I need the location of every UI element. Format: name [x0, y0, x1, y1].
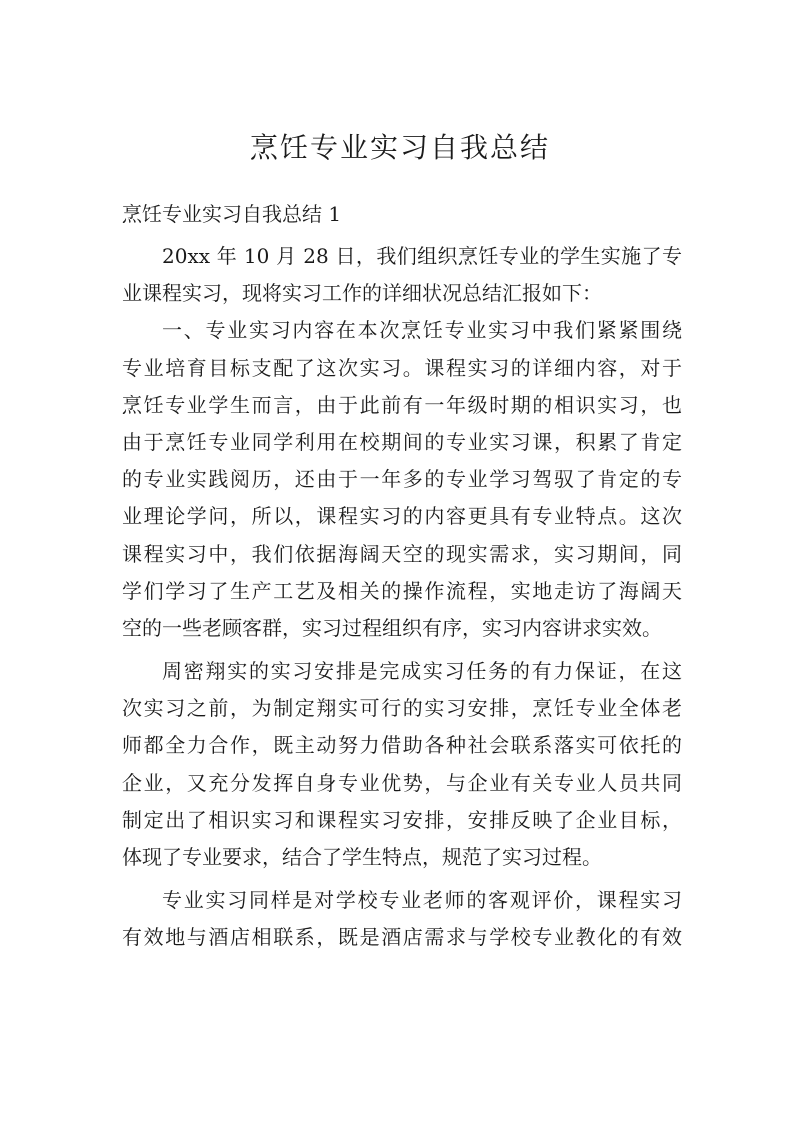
text-line: 次实习之前，为制定翔实可行的实习安排，烹饪专业全体老	[122, 696, 682, 721]
text-line: 体现了专业要求，结合了学生特点，规范了实习过程。	[122, 845, 602, 869]
text-line: 周密翔实的实习安排是完成实习任务的有力保证，在这	[162, 659, 682, 684]
text-line: 专业培育目标支配了这次实习。课程实习的详细内容，对于	[122, 355, 682, 380]
text-line: 空的一些老顾客群，实习过程组织有序，实习内容讲求实效。	[122, 615, 662, 640]
text-line: 一、专业实习内容在本次烹饪专业实习中我们紧紧围绕	[162, 318, 682, 343]
text-line: 制定出了相识实习和课程实习安排，安排反映了企业目标，	[122, 807, 682, 832]
text-line: 企业，又充分发挥自身专业优势，与企业有关专业人员共同	[122, 770, 682, 795]
text-line: 业理论学问，所以，课程实习的内容更具有专业特点。这次	[122, 504, 682, 529]
text-line: 的专业实践阅历，还由于一年多的专业学习驾驭了肯定的专	[122, 467, 682, 492]
text-line: 烹饪专业学生而言，由于此前有一年级时期的相识实习，也	[122, 392, 682, 417]
section-heading: 烹饪专业实习自我总结 1	[122, 202, 342, 226]
text-line: 课程实习中，我们依据海阔天空的现实需求，实习期间，同	[122, 541, 682, 566]
text-line: 由于烹饪专业同学利用在校期间的专业实习课，积累了肯定	[122, 429, 682, 454]
document-body	[122, 238, 682, 957]
text-line: 有效地与酒店相联系，既是酒店需求与学校专业教化的有效	[122, 925, 682, 950]
text-line: 20xx 年 10 月 28 日，我们组织烹饪专业的学生实施了专	[162, 244, 682, 268]
text-line: 专业实习同样是对学校专业老师的客观评价，课程实习	[162, 888, 682, 913]
text-line: 学们学习了生产工艺及相关的操作流程，实地走访了海阔天	[122, 578, 682, 603]
text-line: 业课程实习，现将实习工作的详细状况总结汇报如下：	[122, 281, 602, 306]
text-line: 师都全力合作，既主动努力借助各种社会联系落实可依托的	[122, 733, 682, 758]
document-title: 烹饪专业实习自我总结	[249, 131, 550, 164]
